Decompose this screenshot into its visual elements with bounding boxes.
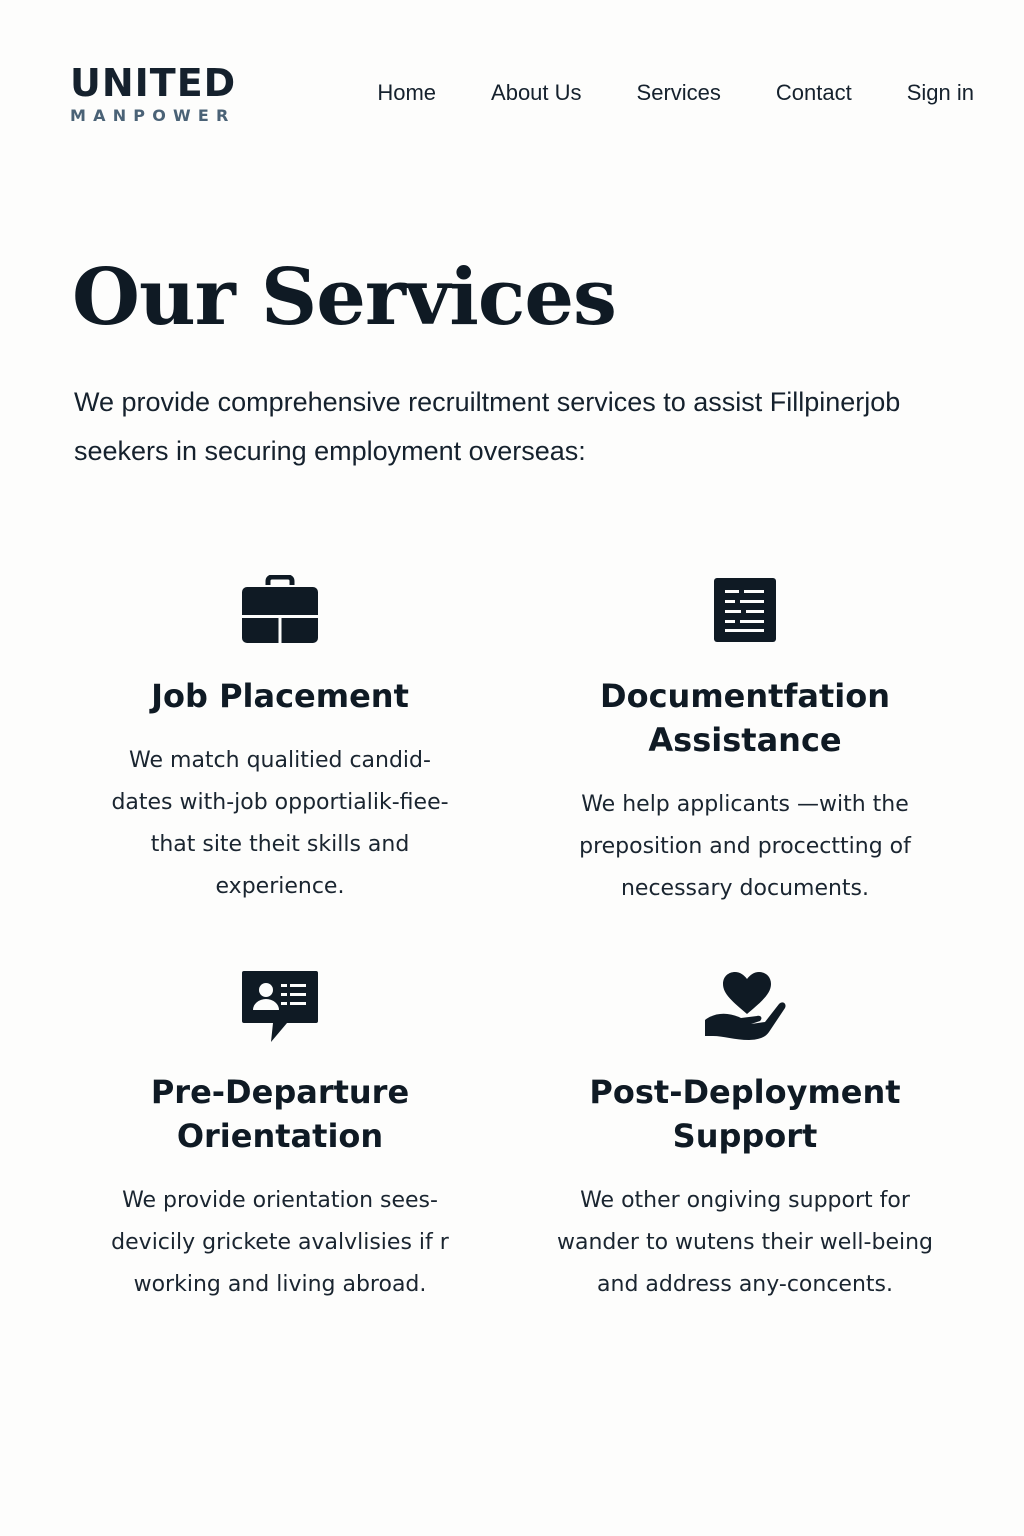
nav-about-us[interactable]: About Us [491, 80, 582, 105]
heart-hand-icon [703, 970, 787, 1042]
nav-sign-in[interactable]: Sign in [906, 80, 974, 105]
service-title: Post-Deployment Support [589, 1073, 901, 1155]
nav-services[interactable]: Services [636, 80, 721, 105]
service-description: We provide orientation sees-devicily grickete avalvlisies if r working and living abroad. [111, 1188, 449, 1297]
service-title: Pre-Departure Orientation [150, 1073, 410, 1155]
id-card-chat-icon [241, 968, 319, 1044]
main-nav [377, 78, 974, 108]
briefcase-icon [240, 575, 320, 645]
brand-name-bottom: MANPOWER [70, 106, 236, 125]
service-card-job-placement [100, 570, 460, 908]
service-card-documentation [545, 570, 945, 910]
service-card-pre-departure [90, 966, 470, 1306]
service-card-post-deployment [545, 966, 945, 1306]
brand-name-top: UNITED [70, 61, 237, 105]
service-description: We help applicants —with the preposition and procectting of necessary documents. [579, 792, 911, 901]
document-icon [714, 578, 776, 642]
intro-text: We provide comprehensive recruiltment services to assist Fillpinerjob seekers in securing employment overseas: [74, 387, 901, 466]
service-title: Documentfation Assistance [600, 677, 890, 759]
service-description: We match qualitied candid-dates with-job opportialik-fiee-that site theit skills and experience. [111, 748, 449, 899]
service-title: Job Placement [151, 677, 409, 715]
nav-home[interactable]: Home [377, 80, 437, 105]
service-description: We other ongiving support for wander to wutens their well-being and address any-concents. [557, 1188, 933, 1297]
brand-logo[interactable] [70, 62, 236, 126]
nav-contact[interactable]: Contact [775, 80, 852, 105]
page-title: Our Services [72, 252, 616, 343]
